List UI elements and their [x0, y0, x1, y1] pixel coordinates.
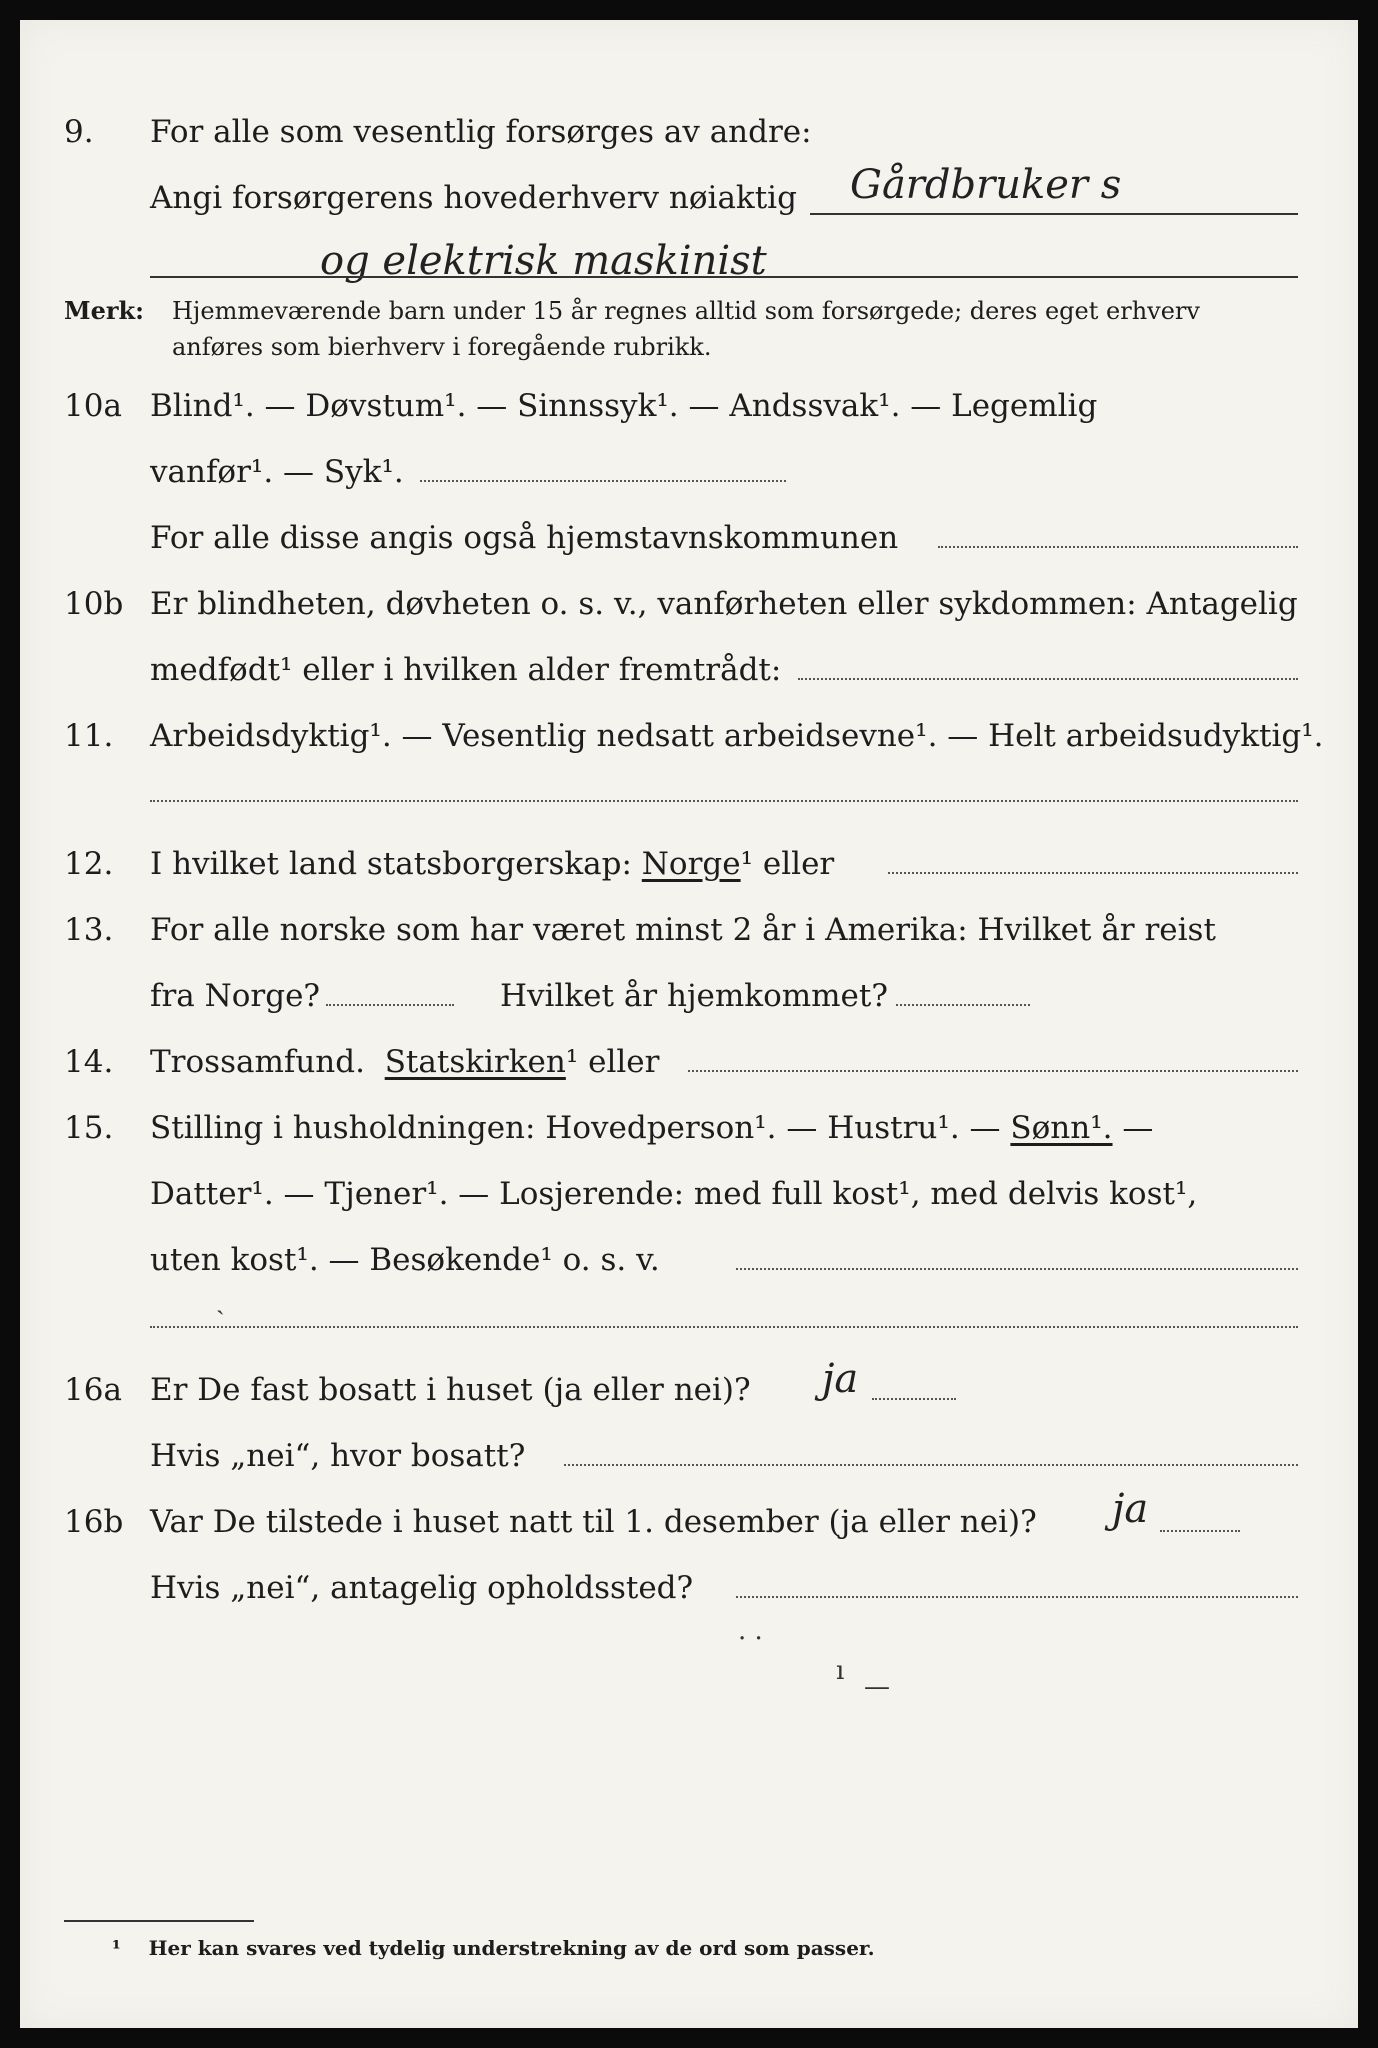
- q16b-text-1: Var De tilstede i huset natt til 1. desember (ja eller nei)?: [150, 1504, 1037, 1540]
- q14-fill-line: [688, 1070, 1298, 1072]
- q15-text-2: Datter¹. — Tjener¹. — Losjerende: med full kost¹, med delvis kost¹,: [150, 1176, 1198, 1212]
- q16a-fill-line: [564, 1464, 1298, 1466]
- q16a-answer-line: [872, 1398, 956, 1400]
- q11-text-1: Arbeidsdyktig¹. — Vesentlig nedsatt arbeidsevne¹. — Helt arbeidsudyktig¹.: [150, 718, 1324, 754]
- footnote: [112, 1936, 875, 1960]
- q12-text-post: ¹ eller: [740, 846, 835, 882]
- q14-number: 14.: [64, 1044, 114, 1080]
- q9-handwritten-answer-2: og elektrisk maskinist: [320, 238, 767, 284]
- form-page: [20, 20, 1358, 2028]
- q12-text-pre: I hvilket land statsborgerskap:: [150, 846, 632, 882]
- q10a-fill-line-1: [420, 480, 786, 482]
- q15-text-1-pre: Stilling i husholdningen: Hovedperson¹. — Hustru¹. —: [150, 1110, 1001, 1146]
- q16b-answer-line: [1160, 1530, 1240, 1532]
- pencil-mark-1: · ·: [738, 1624, 763, 1654]
- q14-text: [150, 1042, 659, 1082]
- q13-number: 13.: [64, 912, 114, 948]
- q16a-number: 16a: [64, 1372, 122, 1408]
- q13-fill-line-2: [896, 1004, 1030, 1006]
- q13-text-1: For alle norske som har været minst 2 år i Amerika: Hvilket år reist: [150, 912, 1216, 948]
- q10a-text-3: For alle disse angis også hjemstavnskommunen: [150, 520, 899, 556]
- q11-number: 11.: [64, 718, 114, 754]
- q15-fill-line-2: [150, 1326, 1298, 1328]
- q10b-number: 10b: [64, 586, 124, 622]
- q10b-fill-line: [798, 678, 1298, 680]
- q12-number: 12.: [64, 846, 114, 882]
- q9-text-1: For alle som vesentlig forsørges av andre:: [150, 114, 812, 150]
- footnote-text: Her kan svares ved tydelig understrekning av de ord som passer.: [148, 1936, 875, 1960]
- q9-handwritten-answer-1: Gårdbruker s: [850, 162, 1122, 208]
- q9-answer-line-2: [150, 276, 1298, 278]
- q15-text-1: [150, 1108, 1153, 1148]
- q10a-text-1: Blind¹. — Døvstum¹. — Sinnssyk¹. — Andssvak¹. — Legemlig: [150, 388, 1098, 424]
- q10a-fill-line-2: [938, 546, 1298, 548]
- q16a-text-2: Hvis „nei“, hvor bosatt?: [150, 1438, 526, 1474]
- q10b-text-2: medfødt¹ eller i hvilken alder fremtrådt:: [150, 652, 782, 688]
- q9-text-2: Angi forsørgerens hovederhverv nøiaktig: [150, 180, 797, 216]
- q13-fill-line-1: [326, 1004, 454, 1006]
- q10b-text-1: Er blindheten, døvheten o. s. v., vanførheten eller sykdommen: Antagelig: [150, 586, 1298, 622]
- q16b-number: 16b: [64, 1504, 124, 1540]
- q15-fill-line-1: [736, 1268, 1298, 1270]
- q16a-text-1: Er De fast bosatt i huset (ja eller nei)?: [150, 1372, 751, 1408]
- q15-text-3: uten kost¹. — Besøkende¹ o. s. v.: [150, 1242, 660, 1278]
- pencil-tick-mark: ˏ: [216, 1286, 225, 1316]
- q9-answer-line-1: [810, 213, 1298, 215]
- q12-answer-norge: Norge: [641, 846, 741, 882]
- q12-text: [150, 844, 834, 884]
- merk-label: Merk:: [64, 296, 144, 325]
- q16b-handwritten-answer: ja: [1112, 1486, 1149, 1532]
- merk-text-2: anføres som bierhverv i foregående rubrikk.: [172, 333, 712, 361]
- q16a-handwritten-answer: ja: [822, 1356, 859, 1402]
- q12-fill-line: [888, 872, 1298, 874]
- q16b-text-2: Hvis „nei“, antagelig opholdssted?: [150, 1570, 694, 1606]
- q15-number: 15.: [64, 1110, 114, 1146]
- q16b-fill-line: [736, 1596, 1298, 1598]
- q10a-number: 10a: [64, 388, 122, 424]
- q13-text-2a: fra Norge?: [150, 978, 321, 1014]
- q14-text-pre: Trossamfund.: [150, 1044, 365, 1080]
- q15-answer-sonn: Sønn¹.: [1010, 1110, 1113, 1146]
- q11-fill-line: [150, 800, 1298, 802]
- q13-text-2b: Hvilket år hjemkommet?: [500, 978, 888, 1014]
- pencil-mark-3: —: [864, 1672, 890, 1702]
- pencil-mark-2: ı: [836, 1656, 845, 1686]
- q14-text-post: ¹ eller: [565, 1044, 660, 1080]
- footnote-rule: [64, 1920, 254, 1922]
- q9-number: 9.: [64, 114, 94, 150]
- q10a-text-2: vanfør¹. — Syk¹.: [150, 454, 404, 490]
- q14-answer-statskirken: Statskirken: [384, 1044, 566, 1080]
- merk-text-1: Hjemmeværende barn under 15 år regnes alltid som forsørgede; deres eget erhverv: [172, 297, 1200, 325]
- footnote-mark: ¹: [112, 1936, 121, 1960]
- q15-text-1-post: —: [1122, 1110, 1154, 1146]
